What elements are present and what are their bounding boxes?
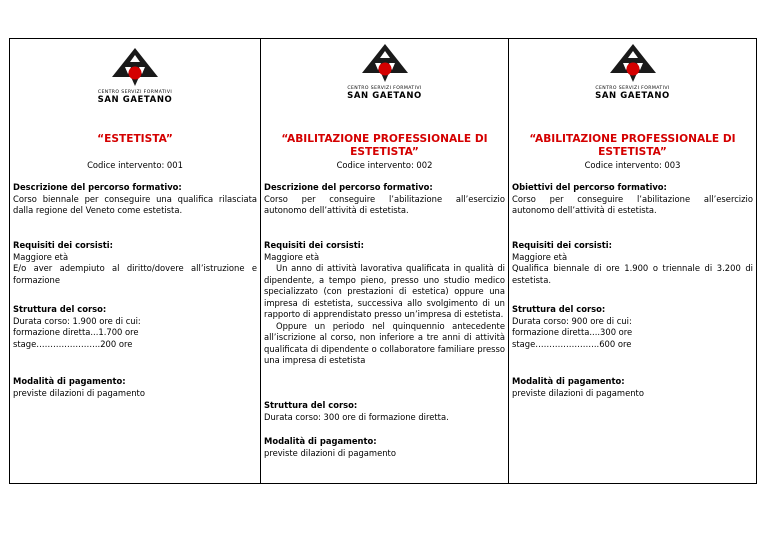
requirements-section bbox=[13, 240, 257, 286]
requirements-heading: Requisiti dei corsisti: bbox=[512, 240, 612, 250]
description-heading: Descrizione del percorso formativo: bbox=[264, 182, 433, 192]
requirement-line: Maggiore età bbox=[512, 251, 568, 262]
structure-heading: Struttura del corso: bbox=[512, 304, 606, 314]
logo bbox=[345, 43, 425, 101]
structure-line: formazione diretta....300 ore bbox=[512, 327, 633, 337]
logo bbox=[593, 43, 673, 101]
requirement-line: E/o aver adempiuto al diritto/dovere all’istruzione e formazione bbox=[13, 263, 257, 285]
course-code: Codice intervento: 003 bbox=[584, 160, 681, 170]
description-heading: Descrizione del percorso formativo: bbox=[13, 182, 182, 192]
structure-line: Durata corso: 900 ore di cui: bbox=[512, 315, 632, 326]
course-title: “ESTETISTA” bbox=[97, 133, 173, 145]
requirement-line: Un anno di attività lavorativa qualificata in qualità di dipendente, a tempo pieno, presso uno studio medico specializzato (con prestazioni di estetica) oppure una impresa di estetista, successiva allo svolgimento di un rapporto di apprendistato presso un’impresa di estetista. bbox=[264, 263, 505, 319]
payment-text: previste dilazioni di pagamento bbox=[512, 387, 644, 398]
requirement-line: Oppure un periodo nel quinquennio antecedente all’iscrizione al corso, non inferiore a tre anni di attività qualificata di dipendente o collaboratore familiare presso una impresa di estetista bbox=[264, 320, 505, 365]
payment-section bbox=[512, 376, 753, 399]
requirements-section bbox=[512, 240, 753, 286]
structure-section bbox=[512, 304, 753, 350]
payment-text: previste dilazioni di pagamento bbox=[264, 447, 396, 458]
structure-line: Durata corso: 1.900 ore di cui: bbox=[13, 315, 141, 326]
payment-heading: Modalità di pagamento: bbox=[512, 376, 625, 386]
requirement-line: Qualifica biennale di ore 1.900 o triennale di 3.200 di estetista. bbox=[512, 263, 753, 285]
payment-text: previste dilazioni di pagamento bbox=[13, 387, 145, 398]
logo-name: SAN GAETANO bbox=[595, 91, 670, 101]
objectives-section bbox=[512, 182, 753, 217]
logo-name: SAN GAETANO bbox=[347, 91, 422, 101]
logo-name: SAN GAETANO bbox=[97, 95, 173, 105]
course-code: Codice intervento: 001 bbox=[87, 160, 183, 170]
description-text: Corso per conseguire l’abilitazione all’esercizio autonomo dell’attività di estetista. bbox=[264, 193, 505, 215]
structure-line: stage…………………..600 ore bbox=[512, 338, 632, 349]
course-column-003 bbox=[508, 39, 756, 483]
course-code: Codice intervento: 002 bbox=[336, 160, 433, 170]
requirements-heading: Requisiti dei corsisti: bbox=[264, 240, 364, 250]
san-gaetano-logo-icon bbox=[361, 43, 409, 85]
structure-heading: Struttura del corso: bbox=[13, 304, 107, 314]
description-text: Corso biennale per conseguire una qualifica rilasciata dalla regione del Veneto come estetista. bbox=[13, 193, 257, 215]
logo bbox=[95, 47, 175, 105]
payment-section bbox=[264, 436, 505, 459]
logo-subtitle: CENTRO SERVIZI FORMATIVI bbox=[595, 86, 670, 91]
san-gaetano-logo-icon bbox=[111, 47, 159, 89]
course-title: “ABILITAZIONE PROFESSIONALE DI ESTETISTA” bbox=[281, 133, 488, 158]
course-title: “ABILITAZIONE PROFESSIONALE DI ESTETISTA” bbox=[529, 133, 736, 158]
requirement-line: Maggiore età bbox=[264, 251, 320, 262]
logo-subtitle: CENTRO SERVIZI FORMATIVI bbox=[347, 86, 422, 91]
structure-line: stage…………………..200 ore bbox=[13, 338, 133, 349]
structure-section bbox=[13, 304, 257, 350]
objectives-heading: Obiettivi del percorso formativo: bbox=[512, 182, 667, 192]
structure-line: Durata corso: 300 ore di formazione diretta. bbox=[264, 411, 449, 422]
objectives-text: Corso per conseguire l’abilitazione all’esercizio autonomo dell’attività di estetista. bbox=[512, 193, 753, 215]
course-column-002 bbox=[260, 39, 508, 483]
structure-heading: Struttura del corso: bbox=[264, 400, 358, 410]
payment-section bbox=[13, 376, 257, 399]
san-gaetano-logo-icon bbox=[609, 43, 657, 85]
description-section bbox=[264, 182, 505, 217]
requirements-section bbox=[264, 240, 505, 367]
structure-section bbox=[264, 400, 505, 423]
requirement-line: Maggiore età bbox=[13, 251, 69, 262]
logo-subtitle: CENTRO SERVIZI FORMATIVI bbox=[97, 90, 173, 95]
course-table bbox=[9, 38, 757, 484]
structure-line: formazione diretta...1.700 ore bbox=[13, 327, 139, 337]
requirements-heading: Requisiti dei corsisti: bbox=[13, 240, 113, 250]
payment-heading: Modalità di pagamento: bbox=[13, 376, 126, 386]
course-column-001 bbox=[10, 39, 260, 483]
payment-heading: Modalità di pagamento: bbox=[264, 436, 377, 446]
description-section bbox=[13, 182, 257, 217]
